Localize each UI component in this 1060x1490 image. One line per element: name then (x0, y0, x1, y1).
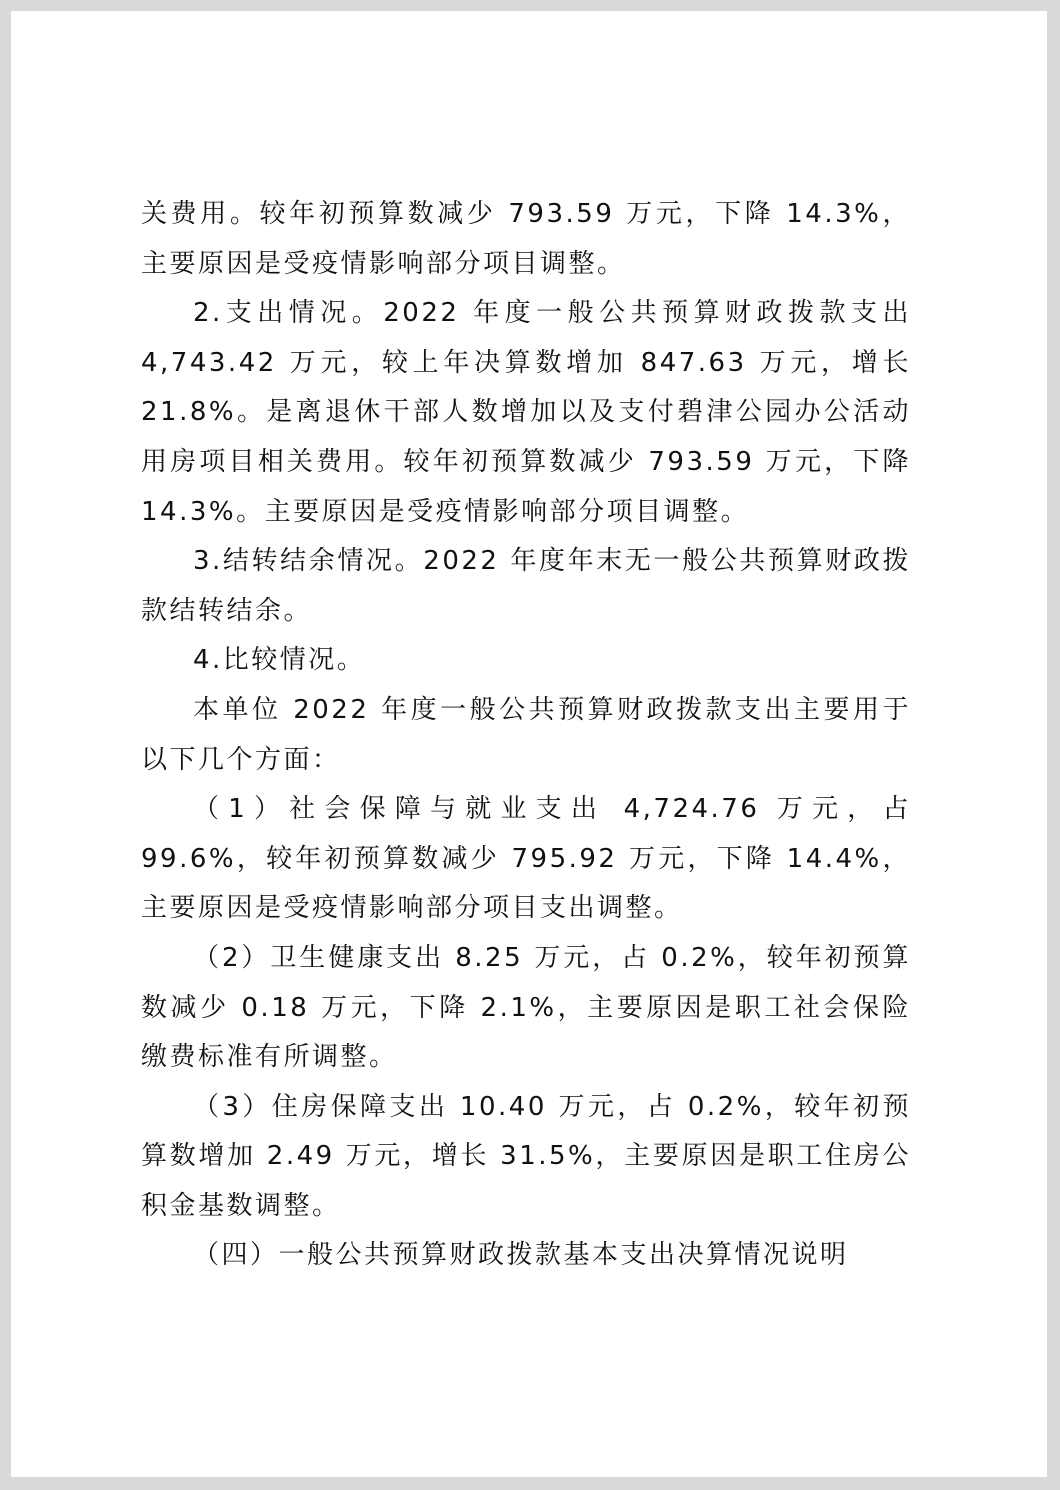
section-heading-basic-expenditure: （四）一般公共预算财政拨款基本支出决算情况说明 (193, 1240, 849, 1271)
document-body (141, 190, 911, 1281)
paragraph-item-housing: （3）住房保障支出 10.40 万元，占 0.2%，较年初预算数增加 2.49 万元，增长 31.5%，主要原因是职工住房公积金基数调整。 (141, 1091, 911, 1221)
paragraph-carryover: 3.结转结余情况。2022 年度年末无一般公共预算财政拨款结转结余。 (141, 546, 911, 626)
paragraph-comparison-intro: 本单位 2022 年度一般公共预算财政拨款支出主要用于以下几个方面： (141, 694, 911, 775)
paragraph-expenditure: 2.支出情况。2022 年度一般公共预算财政拨款支出 4,743.42 万元，较上年决算数增加 847.63 万元，增长 21.8%。是离退休干部人数增加以及支付碧津公园办公活动用房项目相关费用。较年初预算数减少 793.59 万元，下降 14.3%。主要原因是受疫情影响部分项目调整。 (141, 298, 911, 527)
paragraph-continuation: 关费用。较年初预算数减少 793.59 万元，下降 14.3%，主要原因是受疫情影响部分项目调整。 (141, 199, 911, 279)
paragraph-item-social-security: （1）社会保障与就业支出 4,724.76 万元，占 99.6%，较年初预算数减少 795.92 万元，下降 14.4%，主要原因是受疫情影响部分项目支出调整。 (141, 794, 911, 924)
paragraph-item-health: （2）卫生健康支出 8.25 万元，占 0.2%，较年初预算数减少 0.18 万元，下降 2.1%，主要原因是职工社会保险缴费标准有所调整。 (141, 942, 911, 1073)
paragraph-comparison-heading: 4.比较情况。 (193, 645, 366, 676)
